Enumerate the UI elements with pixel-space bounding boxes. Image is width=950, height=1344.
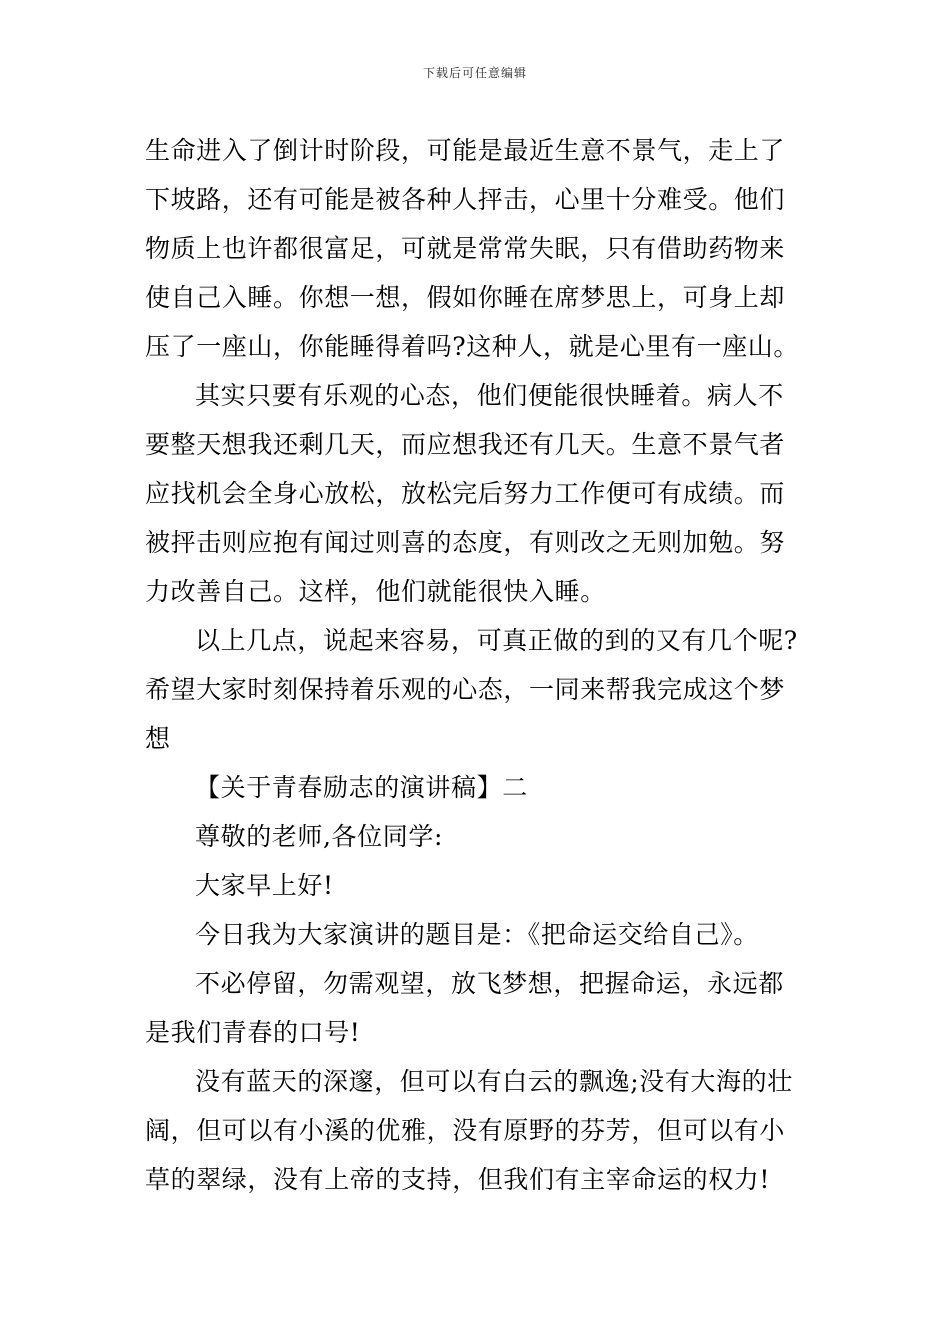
text-line: 下坡路，还有可能是被各种人抨击，心里十分难受。他们 xyxy=(145,185,786,214)
page-header-note: 下载后可任意编辑 xyxy=(422,66,527,80)
document-body xyxy=(145,126,810,1204)
text-line: 想 xyxy=(145,724,171,753)
text-line: 压了一座山，你能睡得着吗?这种人，就是心里有一座山。 xyxy=(145,332,800,361)
text-line: 草的翠绿，没有上帝的支持，但我们有主宰命运的权力! xyxy=(145,1165,771,1194)
text-line: 力改善自己。这样，他们就能很快入睡。 xyxy=(145,577,606,606)
text-line: 应找机会全身心放松，放松完后努力工作便可有成绩。而 xyxy=(145,479,786,508)
paragraph-start: 不必停留，勿需观望，放飞梦想，把握命运，永远都 xyxy=(195,969,784,998)
text-line: 希望大家时刻保持着乐观的心态，一同来帮我完成这个梦 xyxy=(145,675,786,704)
text-line: 要整天想我还剩几天，而应想我还有几天。生意不景气者 xyxy=(145,430,786,459)
paragraph-start: 以上几点，说起来容易，可真正做的到的又有几个呢? xyxy=(195,626,798,655)
text-line: 物质上也许都很富足，可就是常常失眠，只有借助药物来 xyxy=(145,234,786,263)
text-line: 生命进入了倒计时阶段，可能是最近生意不景气，走上了 xyxy=(145,136,786,165)
text-line: 被抨击则应抱有闻过则喜的态度，有则改之无则加勉。努 xyxy=(145,528,786,557)
text-line: 使自己入睡。你想一想，假如你睡在席梦思上，可身上却 xyxy=(145,283,786,312)
salutation: 尊敬的老师,各位同学: xyxy=(195,822,443,851)
paragraph-start: 其实只要有乐观的心态，他们便能很快睡着。病人不 xyxy=(195,381,784,410)
speech-topic: 今日我为大家演讲的题目是：《把命运交给自己》。 xyxy=(195,920,759,949)
text-line: 是我们青春的口号! xyxy=(145,1018,361,1047)
text-line: 阔，但可以有小溪的优雅，没有原野的芬芳，但可以有小 xyxy=(145,1116,786,1145)
paragraph-start: 没有蓝天的深邃，但可以有白云的飘逸;没有大海的壮 xyxy=(195,1067,793,1096)
section-heading: 【关于青春励志的演讲稿】二 xyxy=(195,773,528,802)
greeting: 大家早上好! xyxy=(195,871,334,900)
